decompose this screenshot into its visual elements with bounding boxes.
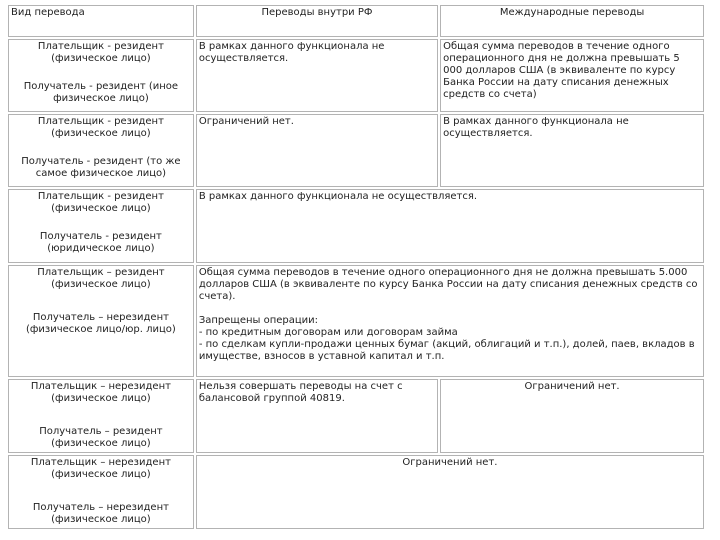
domestic-cell: Нельзя совершать переводы на счет с балансовой группой 40819. [196, 379, 438, 453]
payer-label: Плательщик – нерезидент (физическое лицо) [30, 381, 171, 404]
table-row [8, 39, 704, 112]
table-row [8, 114, 704, 187]
merged-restriction-cell: В рамках данного функционала не осуществляется. [196, 189, 704, 263]
payer-label: Плательщик - резидент (физическое лицо) [37, 41, 164, 64]
recipient-label: Получатель – резидент (физическое лицо) [39, 426, 163, 449]
header-domestic-transfers: Переводы внутри РФ [196, 5, 438, 37]
header-international-transfers: Международные переводы [440, 5, 704, 37]
recipient-label: Получатель – нерезидент (физическое лицо/юр. лицо) [25, 312, 176, 335]
transfer-type-cell [8, 114, 194, 187]
transfer-type-cell [8, 455, 194, 529]
payer-label: Плательщик - резидент (физическое лицо) [37, 116, 164, 139]
international-cell: Ограничений нет. [440, 379, 704, 453]
recipient-label: Получатель - резидент (то же самое физическое лицо) [21, 156, 181, 179]
transfer-type-cell [8, 189, 194, 263]
international-cell: Общая сумма переводов в течение одного операционного дня не должна превышать 5 000 долларов США (в эквиваленте по курсу Банка России на дату списания денежных средств со счета) [440, 39, 704, 112]
table-row [8, 189, 704, 263]
recipient-label: Получатель – нерезидент (физическое лицо) [32, 502, 169, 525]
transfer-type-cell [8, 265, 194, 377]
transfer-type-cell [8, 379, 194, 453]
transfer-limits-table [6, 3, 706, 531]
paragraph-spacer [199, 303, 701, 315]
payer-label: Плательщик - резидент (физическое лицо) [37, 191, 164, 214]
recipient-label: Получатель - резидент (юридическое лицо) [39, 231, 162, 254]
prohibited-item: - по сделкам купли-продажи ценных бумаг (акций, облигаций и т.п.), долей, паев, вкладов в имуществе, взносов в уставной капитал и т.п. [198, 339, 695, 362]
domestic-cell: Ограничений нет. [196, 114, 438, 187]
daily-limit-text: Общая сумма переводов в течение одного операционного дня не должна превышать 5.000 долларов США (в эквиваленте по курсу Банка России на дату списания денежных средств со счета). [198, 267, 698, 302]
domestic-cell: В рамках данного функционала не осуществляется. [196, 39, 438, 112]
international-cell: В рамках данного функционала не осуществляется. [440, 114, 704, 187]
payer-label: Плательщик – нерезидент (физическое лицо) [30, 457, 171, 480]
header-transfer-type: Вид перевода [8, 5, 194, 37]
payer-label: Плательщик – резидент (физическое лицо) [37, 267, 165, 290]
transfer-type-cell [8, 39, 194, 112]
merged-restriction-cell [196, 265, 704, 377]
merged-restriction-cell: Ограничений нет. [196, 455, 704, 529]
table-row [8, 265, 704, 377]
prohibited-operations-heading: Запрещены операции: [198, 315, 319, 326]
prohibited-item: - по кредитным договорам или договорам займа [198, 327, 458, 338]
recipient-label: Получатель - резидент (иное физическое лицо) [23, 81, 179, 104]
table-header-row [8, 5, 704, 37]
table-row [8, 455, 704, 529]
table-row [8, 379, 704, 453]
